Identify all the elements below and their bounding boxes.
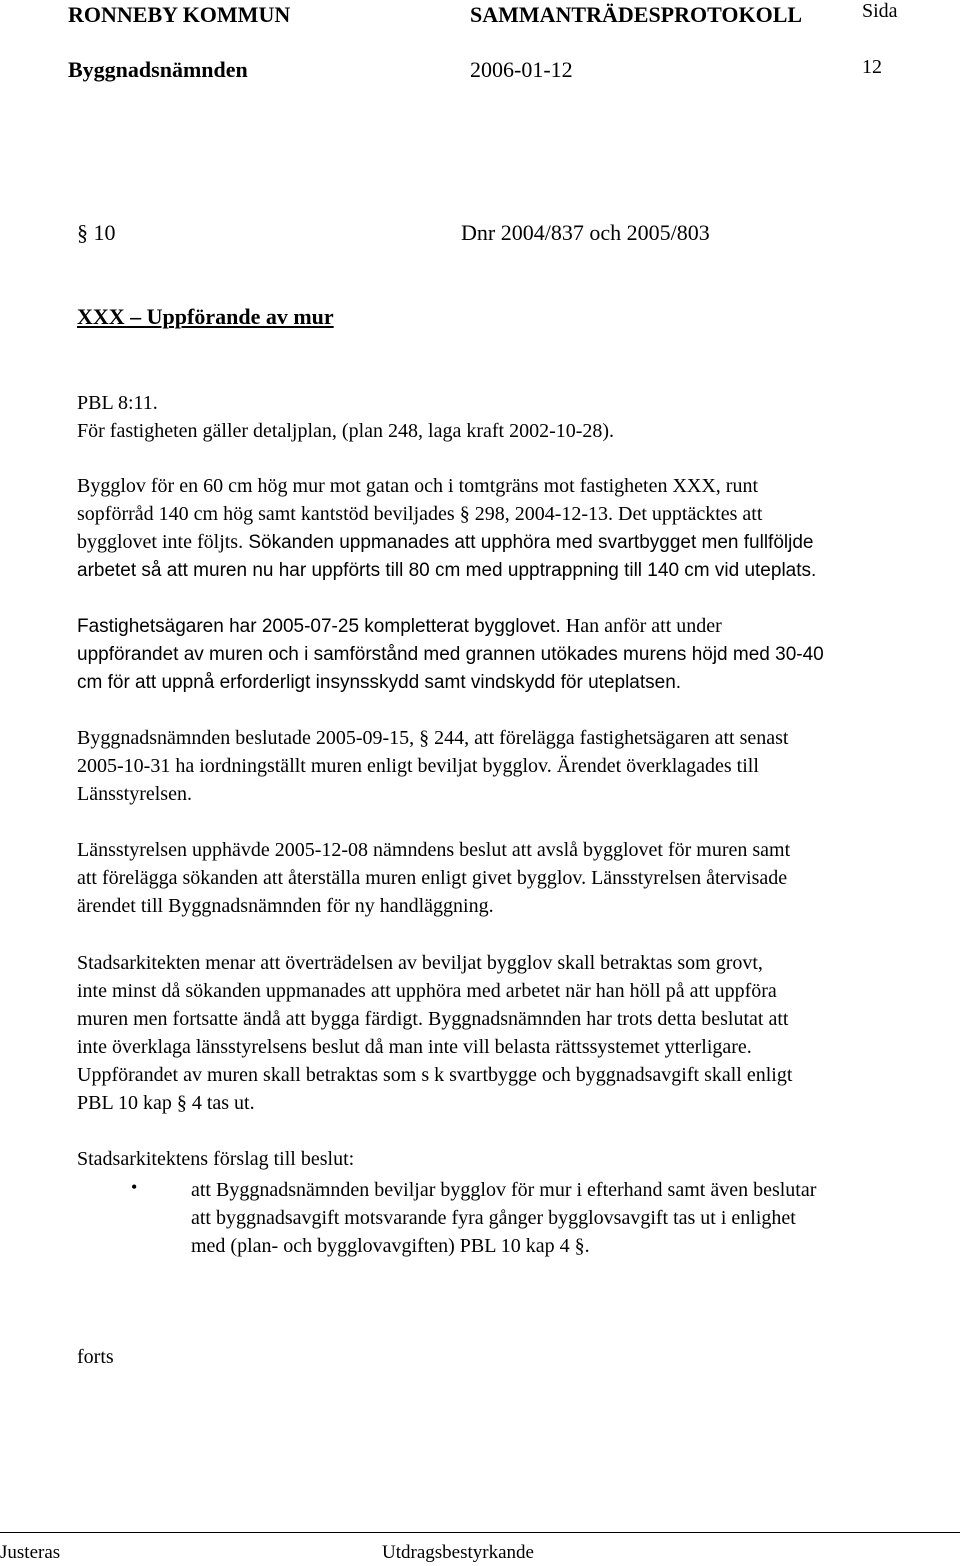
paragraph-owner-supplement xyxy=(77,612,957,697)
footer-justeras: Justeras xyxy=(0,1542,61,1563)
intro-line: För fastigheten gäller detaljplan, (plan 248, laga kraft 2002-10-28). xyxy=(77,420,615,442)
text-line: uppförandet av muren och i samförstånd med grannen utökades murens höjd med 30-40 xyxy=(77,644,824,665)
text-span: Sökanden uppmanades att upphöra med svartbygget men fullföljde xyxy=(243,532,814,553)
paragraph-county-board xyxy=(77,836,957,920)
text-span: Han anför att under xyxy=(560,615,722,637)
section-number: § 10 xyxy=(77,220,116,245)
page-label: Sida xyxy=(862,0,898,22)
text-line xyxy=(77,612,957,641)
case-dnr: Dnr 2004/837 och 2005/803 xyxy=(461,220,710,245)
case-title: XXX – Uppförande av mur xyxy=(77,304,334,329)
text-line: Länsstyrelsen. xyxy=(77,783,192,805)
committee-name: Byggnadsnämnden xyxy=(68,57,248,82)
organization-name: RONNEBY KOMMUN xyxy=(68,2,291,27)
intro-block xyxy=(77,389,957,445)
text-line: cm för att uppnå erforderligt insynsskydd samt vindskydd för uteplatsen. xyxy=(77,672,682,693)
text-line: Stadsarkitekten menar att överträdelsen av beviljat bygglov skall betraktas som grovt, xyxy=(77,952,763,974)
text-line: Byggnadsnämnden beslutade 2005-09-15, § 244, att förelägga fastighetsägaren att senast xyxy=(77,727,789,749)
text-line: inte överklaga länsstyrelsens beslut då man inte vill belasta rättssystemet ytterligare. xyxy=(77,1036,752,1058)
bullet-marker: • xyxy=(131,1177,138,1197)
text-line: Bygglov för en 60 cm hög mur mot gatan och i tomtgräns mot fastigheten XXX, runt xyxy=(77,475,758,497)
text-line: att byggnadsavgift motsvarande fyra gånger bygglovsavgift tas ut i enlighet xyxy=(191,1207,796,1229)
text-line: PBL 10 kap § 4 tas ut. xyxy=(77,1092,255,1114)
paragraph-committee-decision xyxy=(77,724,957,808)
meeting-date: 2006-01-12 xyxy=(470,57,573,82)
text-line: Länsstyrelsen upphävde 2005-12-08 nämndens beslut att avslå bygglovet för muren samt xyxy=(77,839,791,861)
text-line: ärendet till Byggnadsnämnden för ny handläggning. xyxy=(77,895,494,917)
footer-utdragsbestyrkande: Utdragsbestyrkande xyxy=(382,1542,534,1563)
proposal-item xyxy=(191,1176,816,1260)
text-line: muren men fortsatte ändå att bygga färdigt. Byggnadsnämnden har trots detta beslutat att xyxy=(77,1008,789,1030)
text-line xyxy=(77,528,957,557)
text-line: 2005-10-31 ha iordningställt muren enligt beviljat bygglov. Ärendet överklagades till xyxy=(77,755,759,777)
text-span: Fastighetsägaren har 2005-07-25 kompletterat bygglovet. xyxy=(77,616,561,637)
intro-line: PBL 8:11. xyxy=(77,392,158,414)
document-type: SAMMANTRÄDESPROTOKOLL xyxy=(470,2,803,27)
proposal-heading: Stadsarkitektens förslag till beslut: xyxy=(77,1148,355,1170)
page-number: 12 xyxy=(862,56,882,78)
text-line: sopförråd 140 cm hög samt kantstöd beviljades § 298, 2004-12-13. Det upptäcktes att xyxy=(77,503,763,525)
paragraph-city-architect xyxy=(77,949,957,1117)
text-line: Uppförandet av muren skall betraktas som s k svartbygge och byggnadsavgift skall enligt xyxy=(77,1064,793,1086)
text-line: arbetet så att muren nu har uppförts till 80 cm med upptrappning till 140 cm vid uteplats. xyxy=(77,560,817,581)
text-line: att Byggnadsnämnden beviljar bygglov för mur i efterhand samt även beslutar xyxy=(191,1179,817,1201)
text-line: inte minst då sökanden uppmanades att upphöra med arbetet när han höll på att uppföra xyxy=(77,980,777,1002)
footer-bar xyxy=(0,1532,960,1566)
text-line: med (plan- och bygglovavgiften) PBL 10 kap 4 §. xyxy=(191,1235,590,1257)
continued-note: forts xyxy=(77,1346,114,1368)
text-line: att förelägga sökanden att återställa muren enligt givet bygglov. Länsstyrelsen återvisade xyxy=(77,867,788,889)
text-span: bygglovet inte följts. xyxy=(77,531,244,553)
paragraph-permit-history xyxy=(77,472,957,585)
